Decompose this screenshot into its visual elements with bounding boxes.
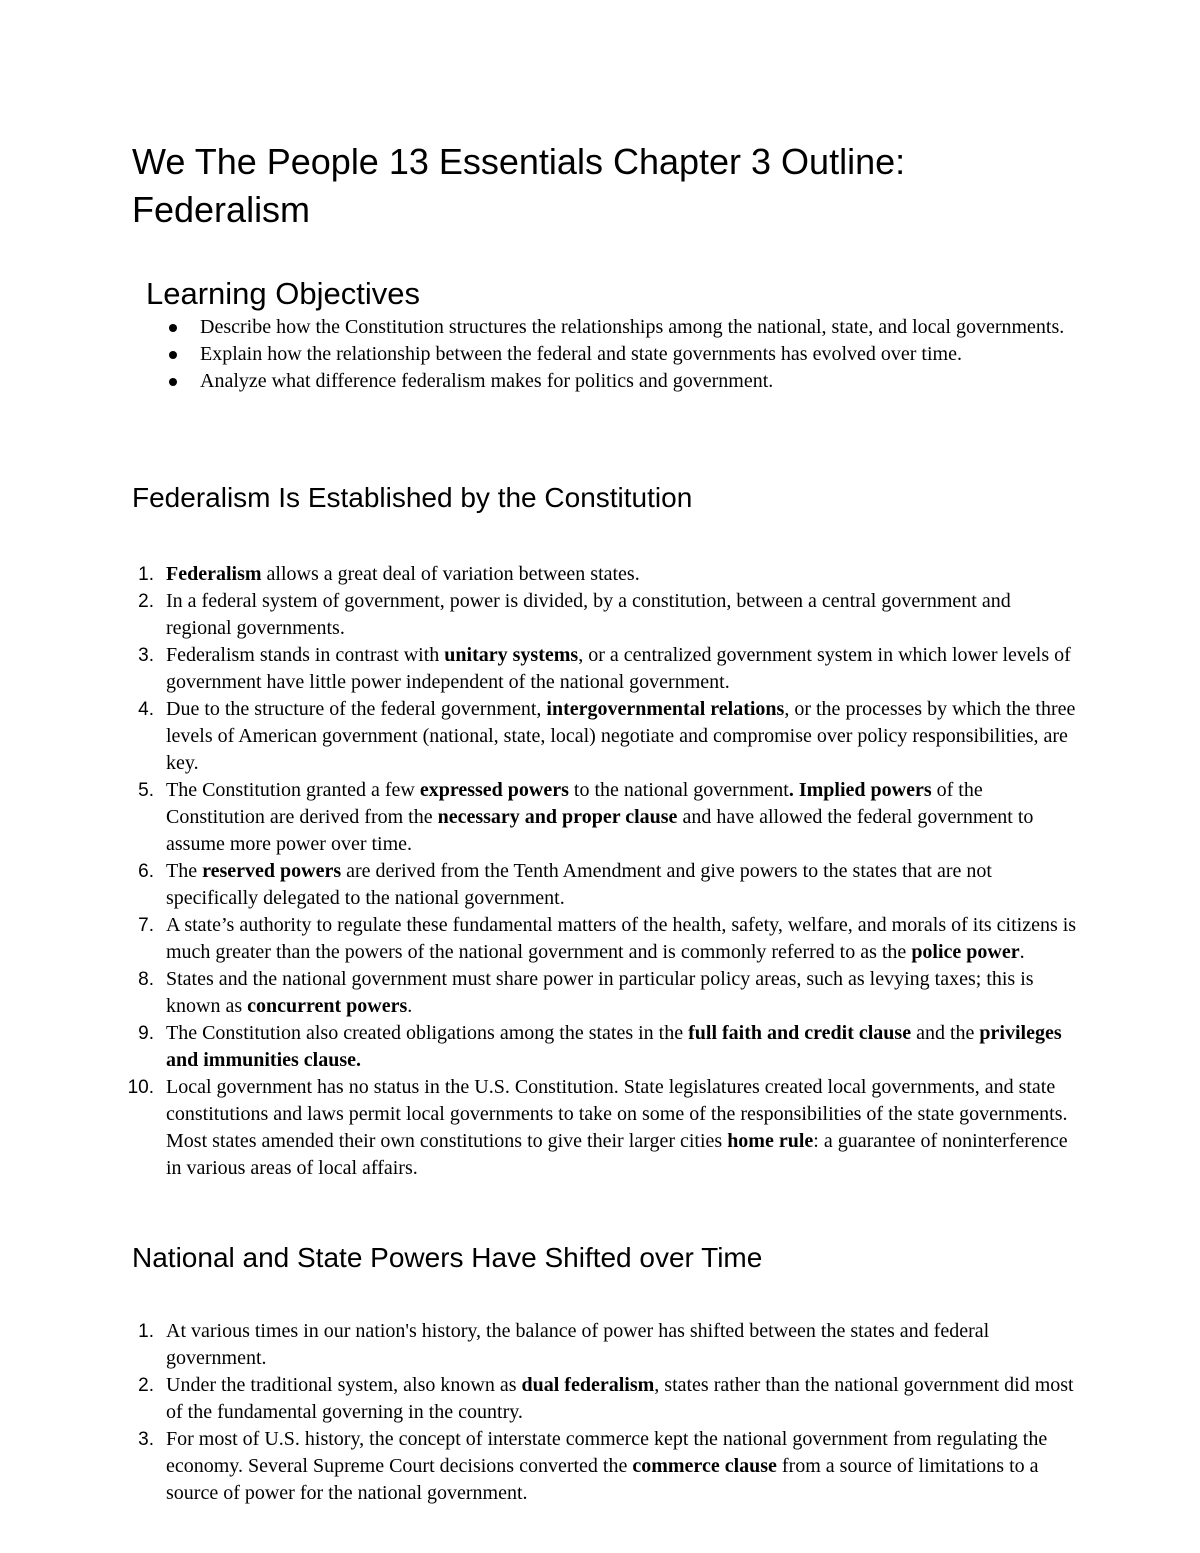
list-item — [138, 912, 1081, 966]
list-number: 10. — [127, 1077, 154, 1098]
learning-objectives-list — [200, 314, 1080, 395]
item-text: . — [1019, 941, 1025, 963]
federalism-established-list — [127, 561, 1081, 1182]
list-item — [200, 368, 1080, 395]
section-heading-powers-shifted: National and State Powers Have Shifted over Time — [132, 1242, 763, 1273]
list-number: 5. — [138, 780, 154, 801]
item-text: of the Constitution are derived from the — [166, 779, 983, 828]
list-number: 1. — [138, 564, 154, 585]
item-text: : a guarantee of noninterference in various areas of local affairs. — [166, 1130, 1068, 1179]
key-term: . Implied powers — [788, 779, 932, 801]
item-text: and the — [911, 1022, 980, 1044]
item-text: and have allowed the federal government to assume more power over time. — [166, 806, 1034, 855]
section-heading-federalism-established: Federalism Is Established by the Constitution — [132, 482, 693, 513]
list-item — [138, 966, 1081, 1020]
list-item — [200, 314, 1080, 341]
item-text: are derived from the Tenth Amendment and give powers to the states that are not specifically delegated to the national government. — [166, 860, 992, 909]
item-text: . — [407, 995, 413, 1017]
objective-text: Describe how the Constitution structures the relationships among the national, state, and local governments. — [200, 316, 1065, 338]
item-text: States and the national government must share power in particular policy areas, such as levying taxes; this is known as — [166, 968, 1034, 1017]
list-number: 7. — [138, 915, 154, 936]
key-term: commerce clause — [632, 1455, 777, 1477]
page-title: We The People 13 Essentials Chapter 3 Outline: Federalism — [132, 141, 906, 230]
list-number: 3. — [138, 645, 154, 666]
key-term: dual federalism — [521, 1374, 655, 1396]
powers-shifted-list — [138, 1318, 1081, 1507]
list-item — [127, 1074, 1081, 1182]
item-text: Federalism stands in contrast with — [166, 644, 445, 666]
list-number: 2. — [138, 1375, 154, 1396]
key-term: concurrent powers — [247, 995, 408, 1017]
item-text: Under the traditional system, also known as — [166, 1374, 522, 1396]
key-term: intergovernmental relations — [546, 698, 785, 720]
list-item — [138, 1020, 1081, 1074]
list-item — [200, 341, 1080, 368]
bullet-icon — [169, 378, 177, 386]
objective-text: Analyze what difference federalism makes for politics and government. — [200, 370, 774, 392]
item-text: to the national government — [568, 779, 789, 801]
bullet-icon — [169, 351, 177, 359]
list-item — [138, 777, 1081, 858]
item-text: , or the processes by which the three levels of American government (national, state, local) negotiate and compromise over policy responsibilities, are key. — [166, 698, 1076, 774]
item-text: Local government has no status in the U.S. Constitution. State legislatures created local governments, and state constitutions and laws permit local governments to take on some of the responsibilities of the state governments. Most states amended their own constitutions to give their larger cities — [166, 1076, 1068, 1152]
key-term: unitary systems — [444, 644, 579, 666]
item-text: The Constitution also created obligations among the states in the — [166, 1022, 689, 1044]
list-number: 9. — [138, 1023, 154, 1044]
list-item — [138, 1318, 1081, 1372]
key-term: police power — [911, 941, 1020, 963]
list-number: 3. — [138, 1429, 154, 1450]
key-term: privileges and immunities clause. — [166, 1022, 1062, 1071]
list-number: 2. — [138, 591, 154, 612]
item-text: The Constitution granted a few — [166, 779, 420, 801]
list-number: 6. — [138, 861, 154, 882]
key-term: expressed powers — [419, 779, 569, 801]
item-text: In a federal system of government, power is divided, by a constitution, between a central government and regional governments. — [166, 590, 1011, 639]
learning-objectives-heading: Learning Objectives — [146, 276, 420, 311]
key-term: full faith and credit clause — [688, 1022, 912, 1044]
list-item — [138, 696, 1081, 777]
item-text: At various times in our nation's history, the balance of power has shifted between the states and federal government. — [166, 1320, 990, 1369]
list-number: 4. — [138, 699, 154, 720]
list-item — [138, 642, 1081, 696]
key-term: home rule — [727, 1130, 814, 1152]
key-term: Federalism — [166, 563, 262, 585]
list-number: 8. — [138, 969, 154, 990]
list-item — [138, 1372, 1081, 1426]
list-item — [138, 561, 1081, 588]
list-item — [138, 588, 1081, 642]
objective-text: Explain how the relationship between the federal and state governments has evolved over time. — [200, 343, 962, 365]
key-term: reserved powers — [202, 860, 342, 882]
item-text: A state’s authority to regulate these fundamental matters of the health, safety, welfare, and morals of its citizens is much greater than the powers of the national government and is commonly referred to as the — [166, 914, 1077, 963]
item-text: allows a great deal of variation between states. — [261, 563, 640, 585]
item-text: For most of U.S. history, the concept of interstate commerce kept the national government from regulating the economy. Several Supreme Court decisions converted the — [166, 1428, 1048, 1477]
item-text: The — [166, 860, 203, 882]
bullet-icon — [169, 324, 177, 332]
item-text: , states rather than the national government did most of the fundamental governing in the country. — [166, 1374, 1074, 1423]
list-item — [138, 1426, 1081, 1507]
item-text: Due to the structure of the federal government, — [166, 698, 547, 720]
item-text: from a source of limitations to a source of power for the national government. — [166, 1455, 1039, 1504]
item-text: , or a centralized government system in which lower levels of government have little power independent of the national government. — [166, 644, 1071, 693]
list-item — [138, 858, 1081, 912]
key-term: necessary and proper clause — [437, 806, 678, 828]
list-number: 1. — [138, 1321, 154, 1342]
